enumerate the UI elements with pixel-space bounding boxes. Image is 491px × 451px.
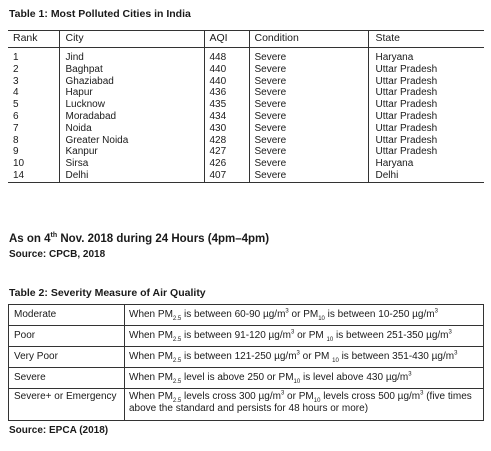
- description-segment: 2.5: [172, 398, 182, 404]
- cell-state: Uttar Pradesh: [368, 111, 484, 123]
- description-segment: is between 60-90 µg/m: [181, 309, 286, 320]
- severity-level: Poor: [9, 326, 125, 347]
- as-on-suffix: Nov. 2018 during 24 Hours (4pm–4pm): [57, 233, 270, 245]
- description-segment: 3: [448, 329, 452, 336]
- table2-title: Table 2: Severity Measure of Air Quality: [9, 287, 206, 299]
- description-segment: 10: [326, 337, 334, 343]
- col-header-condition: Condition: [249, 31, 368, 48]
- cell-aqi: 426: [204, 158, 249, 170]
- cell-state: Uttar Pradesh: [368, 76, 484, 88]
- col-header-rank: Rank: [8, 31, 59, 48]
- cell-city: Ghaziabad: [59, 76, 204, 88]
- cell-aqi: 440: [204, 76, 249, 88]
- severity-level: Very Poor: [9, 347, 125, 368]
- table-row: [8, 170, 484, 182]
- source-epca: Source: EPCA (2018): [9, 425, 109, 436]
- cell-aqi: 440: [204, 64, 249, 76]
- table-row: [8, 48, 484, 64]
- cell-rank: 14: [8, 170, 59, 182]
- cell-aqi: 435: [204, 99, 249, 111]
- cell-rank: 5: [13, 99, 19, 111]
- cell-rank: 7: [13, 122, 19, 134]
- cell-rank: 9: [13, 146, 19, 158]
- description-segment: is between 91-120 µg/m: [181, 330, 291, 341]
- cell-state: Uttar Pradesh: [368, 87, 484, 99]
- cell-city: Greater Noida: [59, 135, 204, 147]
- source-cpcb: Source: CPCB, 2018: [9, 249, 106, 260]
- severity-level: Severe: [9, 368, 125, 389]
- cell-condition: Severe: [249, 87, 368, 99]
- cell-rank: 2: [13, 63, 19, 75]
- severity-table: [8, 304, 484, 421]
- cell-state: Uttar Pradesh: [368, 146, 484, 158]
- cell-aqi: 434: [204, 111, 249, 123]
- cell-condition: Severe: [249, 76, 368, 88]
- description-segment: When PM: [129, 372, 173, 383]
- cell-state: Uttar Pradesh: [368, 123, 484, 135]
- table1-body: [8, 48, 484, 183]
- severity-description: [125, 368, 484, 389]
- severity-row: [9, 326, 484, 347]
- cell-rank: 1: [13, 52, 19, 63]
- description-segment: levels cross 500 µg/m: [320, 391, 421, 402]
- description-segment: is between 10-250 µg/m: [324, 309, 435, 320]
- cell-aqi: 430: [204, 123, 249, 135]
- cell-rank: 10: [13, 158, 25, 170]
- table1-header-row: [8, 31, 484, 48]
- cell-city: Delhi: [59, 170, 204, 182]
- cell-aqi: 427: [204, 146, 249, 158]
- table-row: [8, 76, 484, 88]
- description-segment: 10: [332, 358, 339, 364]
- description-segment: is between 121-250 µg/m: [181, 351, 297, 362]
- description-segment: 2.5: [172, 316, 182, 322]
- cell-city: Lucknow: [59, 99, 204, 111]
- severity-row: [9, 347, 484, 368]
- as-on-sup: th: [50, 232, 58, 240]
- severity-description: [125, 389, 484, 421]
- description-segment: level is above 250 or PM: [181, 372, 294, 383]
- as-on-note: [9, 233, 269, 245]
- description-segment: is between 351-430 µg/m: [338, 351, 455, 362]
- cell-condition: Severe: [249, 135, 368, 147]
- cell-city: Kanpur: [59, 146, 204, 158]
- table2-body: [9, 305, 484, 421]
- description-segment: When PM: [129, 391, 173, 402]
- description-segment: 10: [293, 379, 301, 385]
- cell-aqi: 436: [204, 87, 249, 99]
- table-row: [8, 87, 484, 99]
- cell-condition: Severe: [249, 48, 368, 64]
- description-segment: or PM: [288, 309, 319, 320]
- table-row: [8, 64, 484, 76]
- as-on-prefix: As on 4: [9, 233, 51, 245]
- description-segment: or PM: [299, 351, 333, 362]
- cell-state: Uttar Pradesh: [368, 64, 484, 76]
- cell-condition: Severe: [249, 111, 368, 123]
- severity-row: [9, 305, 484, 326]
- description-segment: 3: [296, 350, 300, 357]
- severity-description: [125, 326, 484, 347]
- cell-city: Hapur: [59, 87, 204, 99]
- table-row: [8, 99, 484, 111]
- cell-state: Delhi: [368, 170, 484, 182]
- description-segment: When PM: [129, 351, 173, 362]
- description-segment: 3: [285, 308, 289, 315]
- col-header-aqi: AQI: [204, 31, 249, 48]
- description-segment: 10: [313, 398, 321, 404]
- description-segment: When PM: [129, 330, 173, 341]
- description-segment: or PM: [284, 391, 314, 402]
- cell-rank: 6: [13, 110, 19, 122]
- severity-row: [9, 389, 484, 421]
- cell-state: Uttar Pradesh: [368, 135, 484, 147]
- description-segment: 10: [318, 316, 325, 322]
- severity-level: Severe+ or Emergency: [9, 389, 125, 421]
- severity-description: [125, 305, 484, 326]
- cell-rank: 8: [13, 134, 19, 146]
- description-segment: is level above 430 µg/m: [300, 372, 409, 383]
- description-segment: is between 251-350 µg/m: [333, 330, 449, 341]
- description-segment: levels cross 300 µg/m: [181, 391, 281, 402]
- description-segment: or PM: [294, 330, 327, 341]
- cell-state: Uttar Pradesh: [368, 99, 484, 111]
- cell-city: Noida: [59, 123, 204, 135]
- cell-condition: Severe: [249, 170, 368, 182]
- cell-city: Jind: [59, 48, 204, 64]
- description-segment: (five times above the standard and persists for 48 hours or more): [129, 391, 472, 414]
- cell-aqi: 448: [204, 48, 249, 64]
- cell-aqi: 407: [204, 170, 249, 182]
- cell-condition: Severe: [249, 123, 368, 135]
- description-segment: 3: [434, 308, 438, 315]
- table-row: [8, 111, 484, 123]
- cell-rank: 4: [13, 87, 19, 99]
- cell-rank: 3: [13, 75, 19, 87]
- cell-condition: Severe: [249, 64, 368, 76]
- table-row: [8, 158, 484, 170]
- description-segment: 3: [290, 329, 295, 336]
- cell-condition: Severe: [249, 158, 368, 170]
- description-segment: When PM: [129, 309, 173, 320]
- col-header-city: City: [59, 31, 204, 48]
- cell-city: Moradabad: [59, 111, 204, 123]
- description-segment: 3: [454, 350, 458, 357]
- description-segment: 3: [420, 390, 424, 397]
- description-segment: 2.5: [172, 379, 182, 385]
- polluted-cities-table: [8, 30, 484, 183]
- cell-condition: Severe: [249, 99, 368, 111]
- table-row: [8, 146, 484, 158]
- severity-level: Moderate: [9, 305, 125, 326]
- cell-city: Baghpat: [59, 64, 204, 76]
- cell-state: Haryana: [368, 48, 484, 64]
- description-segment: 3: [408, 371, 412, 378]
- severity-row: [9, 368, 484, 389]
- table1-title: Table 1: Most Polluted Cities in India: [9, 8, 191, 20]
- col-header-state: State: [368, 31, 484, 48]
- description-segment: 2.5: [172, 337, 182, 343]
- cell-city: Sirsa: [59, 158, 204, 170]
- description-segment: 3: [280, 390, 285, 397]
- table-row: [8, 123, 484, 135]
- severity-description: [125, 347, 484, 368]
- table-row: [8, 135, 484, 147]
- cell-condition: Severe: [249, 146, 368, 158]
- description-segment: 2.5: [172, 358, 182, 364]
- cell-aqi: 428: [204, 135, 249, 147]
- cell-state: Haryana: [368, 158, 484, 170]
